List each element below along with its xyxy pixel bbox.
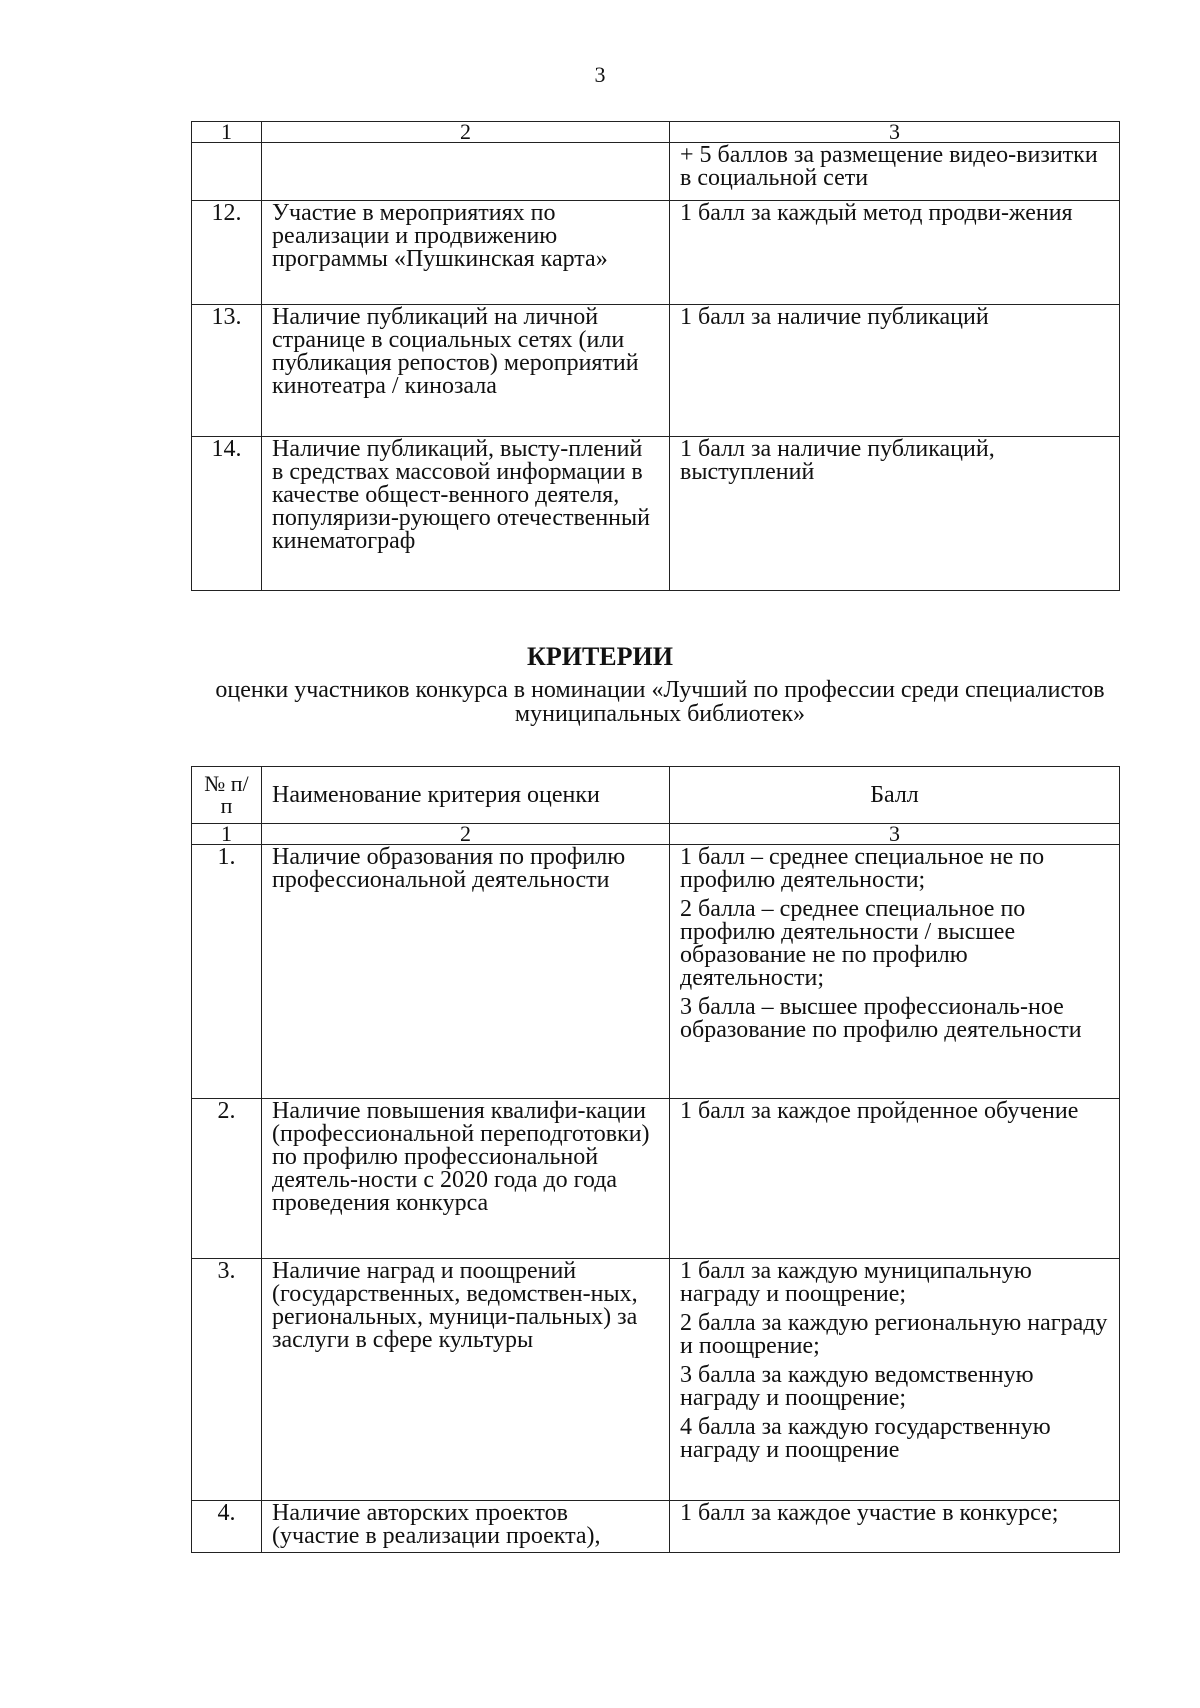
score-cell <box>670 1501 1120 1553</box>
score-text: 3 балла за каждую ведомственную награду и поощрение; <box>680 1362 1034 1411</box>
column-number: 2 <box>262 824 670 845</box>
row-number: 14. <box>192 437 262 591</box>
table-row <box>192 437 1120 591</box>
column-number: 2 <box>262 122 670 143</box>
table-row <box>192 305 1120 437</box>
score-cell <box>670 143 1120 201</box>
header-row <box>192 767 1120 824</box>
table-row <box>192 143 1120 201</box>
score-text: 1 балл за каждый метод продви-жения <box>680 200 1073 226</box>
column-number: 3 <box>670 824 1120 845</box>
row-number <box>192 143 262 201</box>
criterion-cell: Наличие публикаций, высту-плений в средствах массовой информации в качестве общест-венного деятеля, популяризи-рующего отечественный кинематограф <box>262 437 670 591</box>
column-number: 1 <box>192 824 262 845</box>
score-text: 3 балла – высшее профессиональ-ное образование по профилю деятельности <box>680 994 1082 1043</box>
criteria-subtitle: оценки участников конкурса в номинации «Лучший по профессии среди специалистов муниципальных библиотек» <box>215 677 1105 727</box>
page-number: 3 <box>594 62 606 87</box>
row-number: 3. <box>192 1259 262 1501</box>
table-row <box>192 1501 1120 1553</box>
score-text: 2 балла за каждую региональную награду и поощрение; <box>680 1310 1108 1359</box>
header-score: Балл <box>670 767 1120 824</box>
header-number: № п/п <box>192 767 262 824</box>
score-text: + 5 баллов за размещение видео-визитки в социальной сети <box>680 142 1098 191</box>
table-row <box>192 1259 1120 1501</box>
score-text: 1 балл за наличие публикаций, выступлений <box>680 436 995 485</box>
score-text: 1 балл за каждую муниципальную награду и поощрение; <box>680 1258 1032 1307</box>
score-cell <box>670 1259 1120 1501</box>
score-cell <box>670 437 1120 591</box>
criterion-cell: Участие в мероприятиях по реализации и продвижению программы «Пушкинская карта» <box>262 201 670 305</box>
score-text: 1 балл за каждое участие в конкурсе; <box>680 1500 1059 1526</box>
criterion-cell: Наличие публикаций на личной странице в социальных сетях (или публикация репостов) мероприятий кинотеатра / кинозала <box>262 305 670 437</box>
column-number: 1 <box>192 122 262 143</box>
score-text: 2 балла – среднее специальное по профилю деятельности / высшее образование не по профилю деятельности; <box>680 896 1026 991</box>
criterion-cell: Наличие образования по профилю профессиональной деятельности <box>262 845 670 1099</box>
column-number: 3 <box>670 122 1120 143</box>
header-criterion: Наименование критерия оценки <box>262 767 670 824</box>
criteria-title: КРИТЕРИИ <box>527 642 673 671</box>
table-row <box>192 845 1120 1099</box>
criterion-cell: Наличие авторских проектов (участие в реализации проекта), <box>262 1501 670 1553</box>
column-number-row <box>192 122 1120 143</box>
criterion-cell: Наличие повышения квалифи-кации (профессиональной переподготовки) по профилю профессиональной деятель-ности с 2020 года до года проведения конкурса <box>262 1099 670 1259</box>
criteria-table <box>191 766 1120 1553</box>
criterion-cell <box>262 143 670 201</box>
score-cell <box>670 305 1120 437</box>
row-number: 4. <box>192 1501 262 1553</box>
row-number: 13. <box>192 305 262 437</box>
table-row <box>192 201 1120 305</box>
score-text: 4 балла за каждую государственную награду и поощрение <box>680 1414 1051 1463</box>
score-cell <box>670 201 1120 305</box>
column-number-row <box>192 824 1120 845</box>
table-row <box>192 1099 1120 1259</box>
score-cell <box>670 845 1120 1099</box>
score-cell <box>670 1099 1120 1259</box>
row-number: 2. <box>192 1099 262 1259</box>
score-text: 1 балл за наличие публикаций <box>680 304 989 330</box>
row-number: 12. <box>192 201 262 305</box>
criteria-table-continued <box>191 121 1120 591</box>
score-text: 1 балл за каждое пройденное обучение <box>680 1098 1079 1124</box>
criterion-cell: Наличие наград и поощрений (государственных, ведомствен-ных, региональных, муници-пальных) за заслуги в сфере культуры <box>262 1259 670 1501</box>
score-text: 1 балл – среднее специальное не по профилю деятельности; <box>680 844 1045 893</box>
row-number: 1. <box>192 845 262 1099</box>
